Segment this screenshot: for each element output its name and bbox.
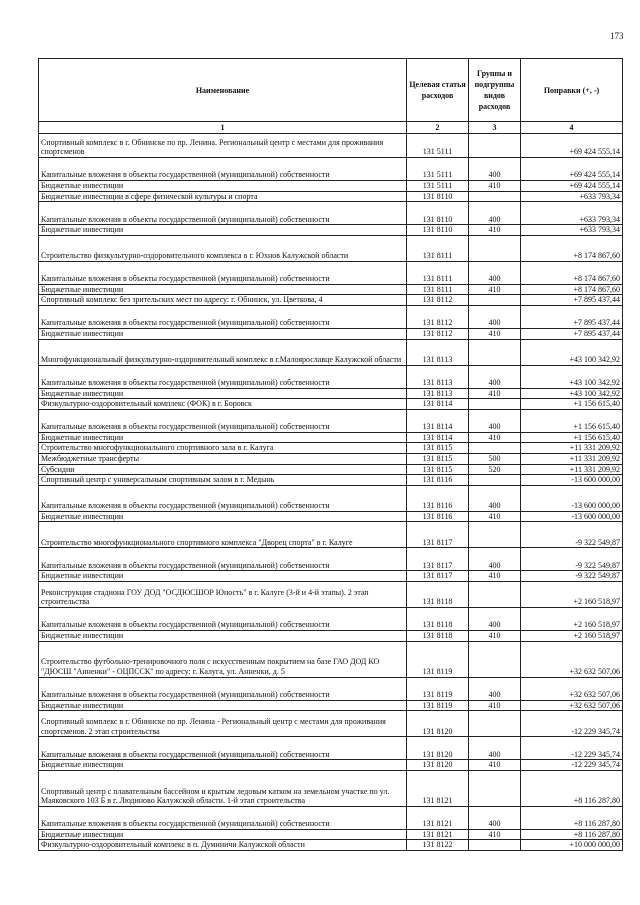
row-amount: +8 174 867,60 (521, 261, 623, 284)
row-group-code (469, 235, 521, 261)
row-group-code: 410 (469, 829, 521, 840)
row-group-code: 400 (469, 365, 521, 388)
row-group-code (469, 134, 521, 158)
row-group-code: 410 (469, 700, 521, 711)
row-group-code: 410 (469, 511, 521, 522)
row-target-code: 131 8111 (407, 284, 469, 295)
budget-table (38, 58, 623, 851)
row-target-code: 131 8122 (407, 840, 469, 851)
row-name: Спортивный комплекс в г. Обнинске по пр. Ленина - Региональный центр с местами для проживания спортсменов. 2 этап строительства (39, 711, 407, 737)
row-group-code: 410 (469, 328, 521, 339)
row-target-code: 131 8120 (407, 711, 469, 737)
row-group-code (469, 840, 521, 851)
row-group-code (469, 339, 521, 365)
row-name: Строительство многофункционального спортивного зала в г. Калуга (39, 443, 407, 454)
row-group-code (469, 475, 521, 486)
row-amount: +8 174 867,60 (521, 235, 623, 261)
row-target-code: 131 8113 (407, 388, 469, 399)
table-row (39, 432, 623, 443)
table-row (39, 443, 623, 454)
row-group-code: 400 (469, 202, 521, 225)
row-amount: +8 116 287,80 (521, 829, 623, 840)
table-row (39, 548, 623, 571)
row-amount: -12 229 345,74 (521, 760, 623, 771)
row-target-code: 131 5111 (407, 158, 469, 181)
row-group-code: 400 (469, 607, 521, 630)
row-amount: +2 160 518,97 (521, 630, 623, 641)
row-name: Бюджетные инвестиции (39, 571, 407, 582)
row-target-code: 131 5111 (407, 181, 469, 192)
row-name: Реконструкция стадиона ГОУ ДОД "ОСДЮСШОР Юность" в г. Калуге (3-й и 4-й этапы). 2 этап строительства (39, 581, 407, 607)
row-amount: +11 331 209,92 (521, 443, 623, 454)
page-number: 173 (610, 31, 624, 41)
row-group-code: 400 (469, 158, 521, 181)
row-amount: +32 632 507,06 (521, 677, 623, 700)
row-name: Бюджетные инвестиции (39, 284, 407, 295)
row-name: Капитальные вложения в объекты государственной (муниципальной) собственности (39, 158, 407, 181)
row-target-code: 131 8113 (407, 365, 469, 388)
table-row (39, 571, 623, 582)
row-group-code: 400 (469, 485, 521, 511)
row-amount: +69 424 555,14 (521, 181, 623, 192)
row-target-code: 131 8117 (407, 571, 469, 582)
row-name: Строительство физкультурно-оздоровительного комплекса в г. Юхнов Калужской области (39, 235, 407, 261)
row-amount: +8 174 867,60 (521, 284, 623, 295)
table-row (39, 511, 623, 522)
row-amount: +2 160 518,97 (521, 607, 623, 630)
row-target-code: 131 8118 (407, 630, 469, 641)
header-expense-groups: Группы и подгруппы видов расходов (469, 59, 521, 122)
table-row (39, 225, 623, 236)
row-amount: +7 895 437,44 (521, 328, 623, 339)
row-group-code: 400 (469, 409, 521, 432)
column-number: 1 (39, 122, 407, 134)
column-number: 2 (407, 122, 469, 134)
row-amount: -13 600 000,00 (521, 475, 623, 486)
row-group-code: 410 (469, 181, 521, 192)
table-row (39, 677, 623, 700)
header-row (39, 59, 623, 122)
row-target-code: 131 8110 (407, 225, 469, 236)
row-name: Бюджетные инвестиции (39, 225, 407, 236)
row-group-code: 400 (469, 737, 521, 760)
row-name: Бюджетные инвестиции (39, 630, 407, 641)
row-target-code: 131 8112 (407, 295, 469, 306)
row-amount: -13 600 000,00 (521, 511, 623, 522)
row-amount: +11 331 209,92 (521, 453, 623, 464)
row-name: Многофункциональный физкультурно-оздоровительный комплекс в г.Малоярославце Калужской области (39, 339, 407, 365)
table-row (39, 829, 623, 840)
row-target-code: 131 8113 (407, 339, 469, 365)
row-name: Бюджетные инвестиции (39, 388, 407, 399)
column-number-row (39, 122, 623, 134)
row-amount: +43 100 342,92 (521, 388, 623, 399)
table-row (39, 295, 623, 306)
table-row (39, 388, 623, 399)
table-row (39, 485, 623, 511)
row-target-code: 131 8111 (407, 235, 469, 261)
row-target-code: 131 8120 (407, 760, 469, 771)
table-row (39, 339, 623, 365)
row-target-code: 131 8117 (407, 548, 469, 571)
row-name: Капитальные вложения в объекты государственной (муниципальной) собственности (39, 737, 407, 760)
row-amount: -9 322 549,87 (521, 548, 623, 571)
table-row (39, 328, 623, 339)
row-group-code: 410 (469, 225, 521, 236)
table-row (39, 261, 623, 284)
table-row (39, 191, 623, 202)
row-name: Строительство многофункционального спортивного комплекса "Дворец спорта" в г. Калуге (39, 522, 407, 548)
row-target-code: 131 8114 (407, 409, 469, 432)
row-amount: +633 793,34 (521, 202, 623, 225)
row-target-code: 131 8117 (407, 522, 469, 548)
row-target-code: 131 8116 (407, 475, 469, 486)
header-name: Наименование (39, 59, 407, 122)
row-name: Спортивный комплекс без зрительских мест по адресу: г. Обнинск, ул. Цветкова, 4 (39, 295, 407, 306)
row-target-code: 131 8119 (407, 700, 469, 711)
table-row (39, 770, 623, 806)
row-group-code: 520 (469, 464, 521, 475)
row-name: Бюджетные инвестиции в сфере физической культуры и спорта (39, 191, 407, 202)
row-target-code: 131 8115 (407, 464, 469, 475)
row-name: Межбюджетные трансферты (39, 453, 407, 464)
row-target-code: 131 8121 (407, 806, 469, 829)
row-target-code: 131 8119 (407, 677, 469, 700)
row-name: Капитальные вложения в объекты государственной (муниципальной) собственности (39, 305, 407, 328)
row-name: Капитальные вложения в объекты государственной (муниципальной) собственности (39, 485, 407, 511)
row-group-code (469, 581, 521, 607)
row-amount: +633 793,34 (521, 191, 623, 202)
table-body (39, 134, 623, 851)
table-row (39, 464, 623, 475)
row-group-code: 400 (469, 261, 521, 284)
row-name: Капитальные вложения в объекты государственной (муниципальной) собственности (39, 365, 407, 388)
row-name: Физкультурно-оздоровительный комплекс в п. Думиничи Калужской области (39, 840, 407, 851)
row-amount: -12 229 345,74 (521, 737, 623, 760)
table-row (39, 399, 623, 410)
row-name: Физкультурно-оздоровительный комплекс (ФОК) в г. Боровск (39, 399, 407, 410)
row-name: Капитальные вложения в объекты государственной (муниципальной) собственности (39, 677, 407, 700)
column-number: 4 (521, 122, 623, 134)
row-amount: +11 331 209,92 (521, 464, 623, 475)
table-row (39, 607, 623, 630)
row-target-code: 131 8112 (407, 305, 469, 328)
row-amount: +69 424 555,14 (521, 134, 623, 158)
header-target-article: Целевая статья расходов (407, 59, 469, 122)
row-group-code: 410 (469, 760, 521, 771)
row-name: Капитальные вложения в объекты государственной (муниципальной) собственности (39, 202, 407, 225)
row-target-code: 131 8120 (407, 737, 469, 760)
row-target-code: 131 8114 (407, 432, 469, 443)
row-group-code (469, 641, 521, 677)
row-amount: +1 156 615,40 (521, 409, 623, 432)
table-row (39, 453, 623, 464)
row-name: Бюджетные инвестиции (39, 181, 407, 192)
row-amount: +1 156 615,40 (521, 432, 623, 443)
row-amount: +1 156 615,40 (521, 399, 623, 410)
row-target-code: 131 8116 (407, 485, 469, 511)
row-group-code: 410 (469, 432, 521, 443)
row-target-code: 131 8112 (407, 328, 469, 339)
row-amount: +8 116 287,80 (521, 806, 623, 829)
row-name: Спортивный центр с плавательным бассейном и крытым ледовым катком на земельном участке по ул. Маяковского 103 Б в г. Людиново Калужской области. 1-й этап строительства (39, 770, 407, 806)
row-group-code: 410 (469, 630, 521, 641)
row-group-code (469, 770, 521, 806)
row-name: Спортивный центр с универсальным спортивным залом в г. Медынь (39, 475, 407, 486)
table-row (39, 840, 623, 851)
row-name: Бюджетные инвестиции (39, 700, 407, 711)
table-row (39, 409, 623, 432)
header-amendments: Поправки (+, -) (521, 59, 623, 122)
row-name: Бюджетные инвестиции (39, 829, 407, 840)
row-group-code: 500 (469, 453, 521, 464)
row-group-code: 400 (469, 677, 521, 700)
table-row (39, 475, 623, 486)
row-group-code (469, 399, 521, 410)
row-group-code (469, 191, 521, 202)
row-name: Капитальные вложения в объекты государственной (муниципальной) собственности (39, 261, 407, 284)
row-group-code (469, 295, 521, 306)
row-target-code: 131 8114 (407, 399, 469, 410)
column-number: 3 (469, 122, 521, 134)
row-amount: +32 632 507,06 (521, 700, 623, 711)
row-group-code: 400 (469, 548, 521, 571)
table-row (39, 522, 623, 548)
row-name: Бюджетные инвестиции (39, 511, 407, 522)
table-row (39, 581, 623, 607)
table-row (39, 700, 623, 711)
table-row (39, 181, 623, 192)
row-name: Бюджетные инвестиции (39, 760, 407, 771)
row-amount: +633 793,34 (521, 225, 623, 236)
row-group-code (469, 443, 521, 454)
row-amount: +10 000 000,00 (521, 840, 623, 851)
row-group-code: 400 (469, 305, 521, 328)
row-target-code: 131 8115 (407, 443, 469, 454)
row-target-code: 131 8119 (407, 641, 469, 677)
row-amount: +69 424 555,14 (521, 158, 623, 181)
row-name: Капитальные вложения в объекты государственной (муниципальной) собственности (39, 409, 407, 432)
row-amount: -12 229 345,74 (521, 711, 623, 737)
row-name: Спортивный комплекс в г. Обнинске по пр. Ленина. Региональный центр с местами для проживания спортсменов (39, 134, 407, 158)
table-row (39, 630, 623, 641)
row-group-code (469, 711, 521, 737)
table-row (39, 806, 623, 829)
table-row (39, 284, 623, 295)
row-amount: +2 160 518,97 (521, 581, 623, 607)
row-amount: -9 322 549,87 (521, 522, 623, 548)
row-target-code: 131 8118 (407, 607, 469, 630)
row-name: Капитальные вложения в объекты государственной (муниципальной) собственности (39, 607, 407, 630)
row-target-code: 131 8121 (407, 770, 469, 806)
row-target-code: 131 5111 (407, 134, 469, 158)
table-row (39, 305, 623, 328)
row-name: Бюджетные инвестиции (39, 432, 407, 443)
row-amount: +7 895 437,44 (521, 305, 623, 328)
row-name: Капитальные вложения в объекты государственной (муниципальной) собственности (39, 548, 407, 571)
table-row (39, 202, 623, 225)
row-group-code: 410 (469, 388, 521, 399)
row-name: Капитальные вложения в объекты государственной (муниципальной) собственности (39, 806, 407, 829)
row-target-code: 131 8111 (407, 261, 469, 284)
table-row (39, 365, 623, 388)
row-target-code: 131 8110 (407, 202, 469, 225)
row-group-code: 400 (469, 806, 521, 829)
table-row (39, 235, 623, 261)
table-row (39, 158, 623, 181)
row-target-code: 131 8116 (407, 511, 469, 522)
table-row (39, 134, 623, 158)
row-group-code: 410 (469, 284, 521, 295)
row-amount: +43 100 342,92 (521, 365, 623, 388)
table-row (39, 760, 623, 771)
row-group-code: 410 (469, 571, 521, 582)
row-amount: -9 322 549,87 (521, 571, 623, 582)
row-name: Бюджетные инвестиции (39, 328, 407, 339)
row-amount: +32 632 507,06 (521, 641, 623, 677)
row-amount: +8 116 287,80 (521, 770, 623, 806)
row-amount: +7 895 437,44 (521, 295, 623, 306)
row-target-code: 131 8115 (407, 453, 469, 464)
row-name: Строительство футбольно-тренировочного поля с искусственным покрытием на базе ГАО ДОД КО "ДЮСШ "Анненки" - ОЦПССК" по адресу: г. Калуга, ул. Анненки, д. 5 (39, 641, 407, 677)
row-group-code (469, 522, 521, 548)
row-target-code: 131 8118 (407, 581, 469, 607)
row-amount: -13 600 000,00 (521, 485, 623, 511)
row-name: Субсидии (39, 464, 407, 475)
table-row (39, 711, 623, 737)
row-target-code: 131 8110 (407, 191, 469, 202)
row-amount: +43 100 342,92 (521, 339, 623, 365)
table-row (39, 641, 623, 677)
table-row (39, 737, 623, 760)
row-target-code: 131 8121 (407, 829, 469, 840)
